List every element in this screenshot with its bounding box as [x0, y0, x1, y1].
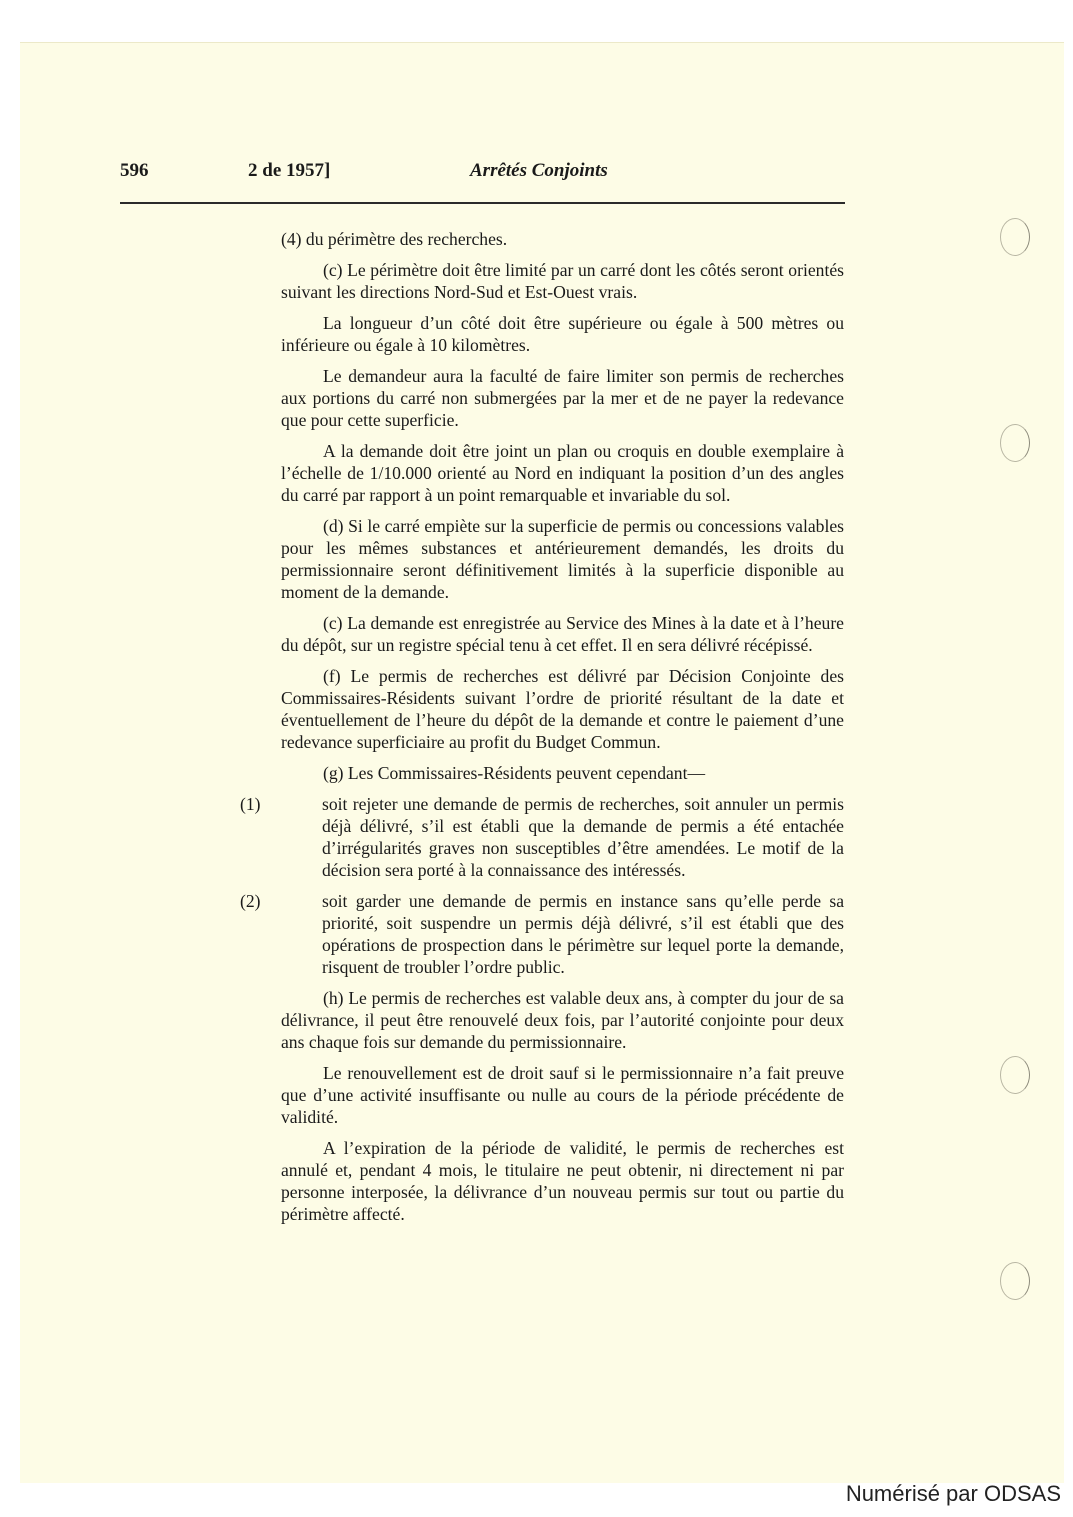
- paragraph: Le renouvellement est de droit sauf si le permissionnaire n’a fait preuve que d’une activité insuffisante ou nulle au cours de la période précédente de validité.: [281, 1063, 844, 1127]
- list-item: [240, 890, 844, 978]
- paragraph: A la demande doit être joint un plan ou croquis en double exemplaire à l’échelle de 1/10.000 orienté au Nord en indiquant la position d’un des angles du carré par rapport à un point remarquable et invariable du sol.: [281, 441, 844, 505]
- list-item-text: soit garder une demande de permis en instance sans qu’elle perde sa priorité, soit suspendre un permis déjà délivré, s’il est établi que des opérations de prospection dans le périmètre sur lequel porte la demande, risquent de troubler l’ordre public.: [322, 891, 844, 977]
- paragraph: (c) Le périmètre doit être limité par un carré dont les côtés seront orientés suivant les directions Nord-Sud et Est-Ouest vrais.: [281, 260, 844, 302]
- paragraph: (d) Si le carré empiète sur la superficie de permis ou concessions valables pour les mêmes substances et antérieurement demandés, les droits du permissionnaire seront définitivement limités à la superficie disponible au moment de la demande.: [281, 516, 844, 602]
- list-item-number: (1): [240, 794, 261, 814]
- year-reference: 2 de 1957]: [248, 160, 331, 181]
- paragraph: (c) La demande est enregistrée au Service des Mines à la date et à l’heure du dépôt, sur un registre spécial tenu à cet effet. Il en sera délivré récépissé.: [281, 613, 844, 655]
- binder-hole-3: [1000, 1056, 1030, 1094]
- binder-hole-1: [1000, 218, 1030, 256]
- paragraph: A l’expiration de la période de validité, le permis de recherches est annulé et, pendant 4 mois, le titulaire ne peut obtenir, ni directement ni par personne interposée, la délivrance d’un nouveau permis sur tout ou partie du périmètre affecté.: [281, 1138, 844, 1224]
- list-item: [240, 793, 844, 881]
- binder-hole-2: [1000, 424, 1030, 462]
- scan-credit: Numérisé par ODSAS: [845, 1481, 1061, 1506]
- paragraph: Le demandeur aura la faculté de faire limiter son permis de recherches aux portions du carré non submergées par la mer et de ne payer la redevance que pour cette superficie.: [281, 366, 844, 430]
- paragraph: (f) Le permis de recherches est délivré par Décision Conjointe des Commissaires-Résidents suivant l’ordre de priorité résultant de la date et éventuellement de l’heure du dépôt de la demande et contre le paiement d’une redevance superficiaire au profit du Budget Commun.: [281, 666, 844, 752]
- running-title: Arrêtés Conjoints: [470, 160, 608, 181]
- document-body: [240, 228, 844, 1234]
- list-item-text: soit rejeter une demande de permis de recherches, soit annuler un permis déjà délivré, s’il est établi que la demande de permis a été entachée d’irrégularités graves non susceptibles d’être amendées. Le motif de la décision sera porté à la connaissance des intéressés.: [322, 794, 844, 880]
- running-header: [120, 160, 845, 188]
- binder-hole-4: [1000, 1262, 1030, 1300]
- list-item-number: (2): [240, 891, 261, 911]
- paragraph: (g) Les Commissaires-Résidents peuvent cependant—: [323, 763, 706, 783]
- paragraph: (h) Le permis de recherches est valable deux ans, à compter du jour de sa délivrance, il peut être renouvelé deux fois, par l’autorité conjointe pour deux ans chaque fois sur demande du permissionnaire.: [281, 988, 844, 1052]
- paragraph: (4) du périmètre des recherches.: [281, 229, 508, 249]
- page-number: 596: [120, 160, 149, 181]
- header-rule: [120, 202, 845, 204]
- paragraph: La longueur d’un côté doit être supérieure ou égale à 500 mètres ou inférieure ou égale à 10 kilomètres.: [281, 313, 844, 355]
